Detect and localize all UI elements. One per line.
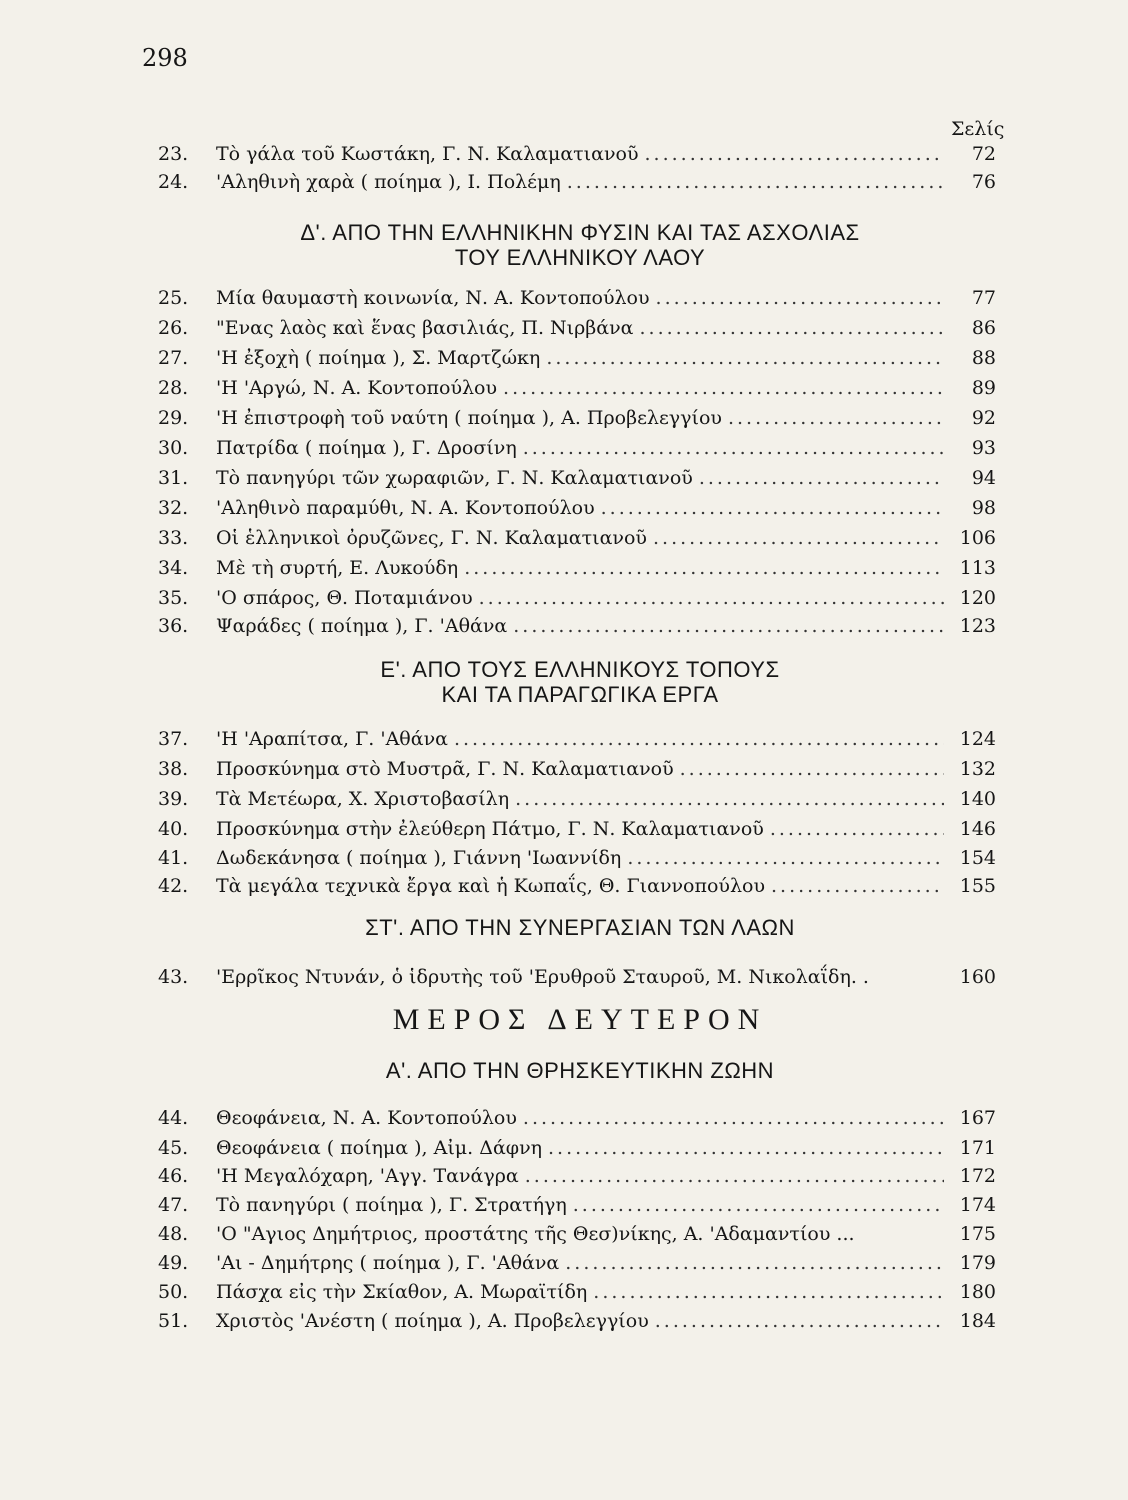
entry-title: Προσκύνημα στὴν ἐλεύθερη Πάτμο, Γ. Ν. Καλαματιανοῦ [216,818,764,840]
toc-entry [158,846,996,870]
leader-dots [573,1193,944,1217]
leader-dots [546,346,944,370]
entry-number: 36. [158,615,189,637]
entry-title: Δωδεκάνησα ( ποίημα ), Γιάννη 'Ιωαννίδη [216,847,622,869]
toc-entry [158,817,996,841]
toc-entry [158,466,996,490]
entry-page: 76 [971,171,996,193]
entry-title: Πάσχα εἰς τὴν Σκίαθον, Α. Μωραϊτίδη [216,1281,588,1303]
entry-title: 'Η Μεγαλόχαρη, 'Αγγ. Τανάγρα [216,1165,519,1187]
section-heading-a2 [150,1058,1010,1083]
entry-number: 32. [158,497,189,519]
leader-dots [548,1136,944,1160]
entry-title: Τὸ γάλα τοῦ Κωστάκη, Γ. Ν. Καλαματιανοῦ [216,143,639,165]
entry-page: 72 [971,143,996,165]
entry-number: 24. [158,171,189,193]
entry-number: 30. [158,437,189,459]
toc-entry [158,286,996,310]
entry-number: 28. [158,377,189,399]
section-heading-line: Α'. ΑΠΟ ΤΗΝ ΘΡΗΣΚΕΥΤΙΚΗΝ ΖΩΗΝ [385,1058,775,1083]
entry-page: 184 [959,1310,996,1332]
entry-number: 27. [158,347,189,369]
entry-title: Πατρίδα ( ποίημα ), Γ. Δροσίνη [216,437,517,459]
entry-number: 34. [158,557,189,579]
entry-number: 41. [158,847,189,869]
entry-page: 154 [959,847,996,869]
toc-entry [158,376,996,400]
entry-title: 'Ο σπάρος, Θ. Ποταμιάνου [216,587,473,609]
entry-title: Μὲ τὴ συρτή, Ε. Λυκούδη [216,557,459,579]
leader-dots [454,727,944,751]
entry-title: 'Ερρῖκος Ντυνάν, ὁ ἱδρυτὴς τοῦ 'Ερυθροῦ Σταυροῦ, Μ. Νικολαΐδη. . [216,966,869,988]
entry-title: 'Η 'Αργώ, Ν. Α. Κοντοπούλου [216,377,498,399]
leader-dots [565,1251,944,1275]
entry-title: 'Αληθινὴ χαρὰ ( ποίημα ), Ι. Πολέμη [216,171,561,193]
leader-dots [503,376,944,400]
toc-entry [158,346,996,370]
section-heading-line: ΚΑΙ ΤΑ ΠΑΡΑΓΩΓΙΚΑ ΕΡΓΑ [441,682,719,707]
leader-dots [645,142,945,166]
toc-entry [158,1309,996,1333]
entry-title: Τὸ πανηγύρι ( ποίημα ), Γ. Στρατήγη [216,1194,567,1216]
toc-entry [158,406,996,430]
toc-entry [158,1136,996,1160]
entry-title: 'Ο "Αγιος Δημήτριος, προστάτης τῆς Θεσ)νίκης, Α. 'Αδαμαντίου ... [216,1223,855,1245]
entry-number: 44. [158,1107,189,1129]
entry-page: 77 [971,287,996,309]
toc-entry [158,727,996,751]
entry-page: 160 [959,966,996,988]
entry-title: Θεοφάνεια, Ν. Α. Κοντοπούλου [216,1107,517,1129]
toc-entry [158,526,996,550]
toc-entry [158,757,996,781]
toc-entry [158,1193,996,1217]
entry-page: 179 [959,1252,996,1274]
leader-dots [680,757,944,781]
entry-page: 93 [971,437,996,459]
section-heading-line: ΣΤ'. ΑΠΟ ΤΗΝ ΣΥΝΕΡΓΑΣΙΑΝ ΤΩΝ ΛΑΩΝ [365,915,795,940]
toc-entry [158,142,996,166]
entry-page: 172 [959,1165,996,1187]
section-heading-line: Δ'. ΑΠΟ ΤΗΝ ΕΛΛΗΝΙΚΗΝ ΦΥΣΙΝ ΚΑΙ ΤΑΣ ΑΣΧΟΛΙΑΣ [300,220,860,245]
entry-title: Οἱ ἑλληνικοὶ ὀρυζῶνες, Γ. Ν. Καλαματιανοῦ [216,527,647,549]
entry-page: 180 [959,1281,996,1303]
toc-entry [158,586,996,610]
entry-title: 'Η 'Αραπίτσα, Γ. 'Αθάνα [216,728,448,750]
entry-title: 'Η ἐπιστροφὴ τοῦ ναύτη ( ποίημα ), Α. Προβελεγγίου [216,407,722,429]
leader-dots [639,316,944,340]
toc-entry [158,1222,996,1246]
entry-page: 88 [971,347,996,369]
entry-page: 123 [959,615,996,637]
entry-page: 98 [971,497,996,519]
leader-dots [567,170,944,194]
entry-number: 31. [158,467,189,489]
entry-title: Τὸ πανηγύρι τῶν χωραφιῶν, Γ. Ν. Καλαματιανοῦ [216,467,693,489]
entry-page: 140 [959,788,996,810]
entry-number: 37. [158,728,189,750]
leader-dots [653,526,944,550]
entry-number: 38. [158,758,189,780]
leader-dots [656,286,944,310]
toc-entry [158,1280,996,1304]
entry-number: 50. [158,1281,189,1303]
leader-dots [627,846,944,870]
leader-dots [479,586,944,610]
toc-entry [158,556,996,580]
entry-title: Τὰ Μετέωρα, Χ. Χριστοβασίλη [216,788,510,810]
entry-page: 132 [959,758,996,780]
entry-page: 94 [971,467,996,489]
leader-dots [728,406,944,430]
entry-number: 25. [158,287,189,309]
entry-title: 'Αληθινὸ παραμύθι, Ν. Α. Κοντοπούλου [216,497,595,519]
entry-title: Ψαράδες ( ποίημα ), Γ. 'Αθάνα [216,615,508,637]
leader-dots [771,874,944,898]
entry-page: 86 [971,317,996,339]
entry-page: 120 [959,587,996,609]
leader-dots [523,1106,944,1130]
entry-number: 35. [158,587,189,609]
entry-page: 174 [959,1194,996,1216]
leader-dots [655,1309,944,1333]
entry-title: 'Η ἐξοχὴ ( ποίημα ), Σ. Μαρτζώκη [216,347,541,369]
section-heading-d [150,220,1010,270]
entry-page: 92 [971,407,996,429]
toc-entry [158,614,996,638]
leader-dots [770,817,944,841]
leader-dots [523,436,944,460]
section-heading-e [150,657,1010,707]
entry-number: 48. [158,1223,189,1245]
entry-page: 106 [959,527,996,549]
entry-number: 46. [158,1165,189,1187]
leader-dots [464,556,944,580]
entry-number: 40. [158,818,189,840]
entry-number: 39. [158,788,189,810]
entry-number: 33. [158,527,189,549]
section-heading-line: ΤΟΥ ΕΛΛΗΝΙΚΟΥ ΛΑΟΥ [454,245,706,270]
leader-dots [513,614,944,638]
toc-entry [158,170,996,194]
toc-entry [158,787,996,811]
entry-title: Χριστὸς 'Ανέστη ( ποίημα ), Α. Προβελεγγίου [216,1310,649,1332]
toc-entry [158,874,996,898]
leader-dots [699,466,944,490]
entry-title: Τὰ μεγάλα τεχνικὰ ἔργα καὶ ἡ Κωπαΐς, Θ. Γιαννοπούλου [216,875,765,897]
entry-number: 26. [158,317,189,339]
part-title: ΜΕΡΟΣ ΔΕΥΤΕΡΟΝ [392,1003,768,1036]
toc-entry [158,1164,996,1188]
section-heading-st [150,915,1010,940]
toc-entry [158,1251,996,1275]
leader-dots [515,787,944,811]
entry-page: 124 [959,728,996,750]
leader-dots [525,1164,944,1188]
toc-entry [158,496,996,520]
entry-page: 113 [959,557,996,579]
entry-number: 47. [158,1194,189,1216]
entry-title: Θεοφάνεια ( ποίημα ), Αἰμ. Δάφνη [216,1137,543,1159]
entry-title: 'Αι - Δημήτρης ( ποίημα ), Γ. 'Αθάνα [216,1252,560,1274]
entry-title: Μία θαυμαστὴ κοινωνία, Ν. Α. Κοντοπούλου [216,287,650,309]
toc-entry [158,316,996,340]
toc-entry [158,965,996,989]
entry-page: 175 [959,1223,996,1245]
page-number: 298 [142,44,188,72]
entry-page: 171 [959,1137,996,1159]
entry-page: 146 [959,818,996,840]
entry-number: 51. [158,1310,189,1332]
entry-number: 45. [158,1137,189,1159]
entry-number: 29. [158,407,189,429]
leader-dots [601,496,944,520]
entry-page: 89 [971,377,996,399]
entry-title: Προσκύνημα στὸ Μυστρᾶ, Γ. Ν. Καλαματιανοῦ [216,758,674,780]
entry-number: 42. [158,875,189,897]
entry-number: 49. [158,1252,189,1274]
toc-entry [158,436,996,460]
leader-dots [593,1280,944,1304]
entry-number: 23. [158,143,189,165]
page-column-header: Σελίς [951,118,1005,140]
entry-number: 43. [158,966,189,988]
toc-entry [158,1106,996,1130]
entry-page: 167 [959,1107,996,1129]
section-heading-line: Ε'. ΑΠΟ ΤΟΥΣ ΕΛΛΗΝΙΚΟΥΣ ΤΟΠΟΥΣ [380,657,780,682]
entry-page: 155 [959,875,996,897]
entry-title: "Ενας λαὸς καὶ ἕνας βασιλιάς, Π. Νιρβάνα [216,317,634,339]
